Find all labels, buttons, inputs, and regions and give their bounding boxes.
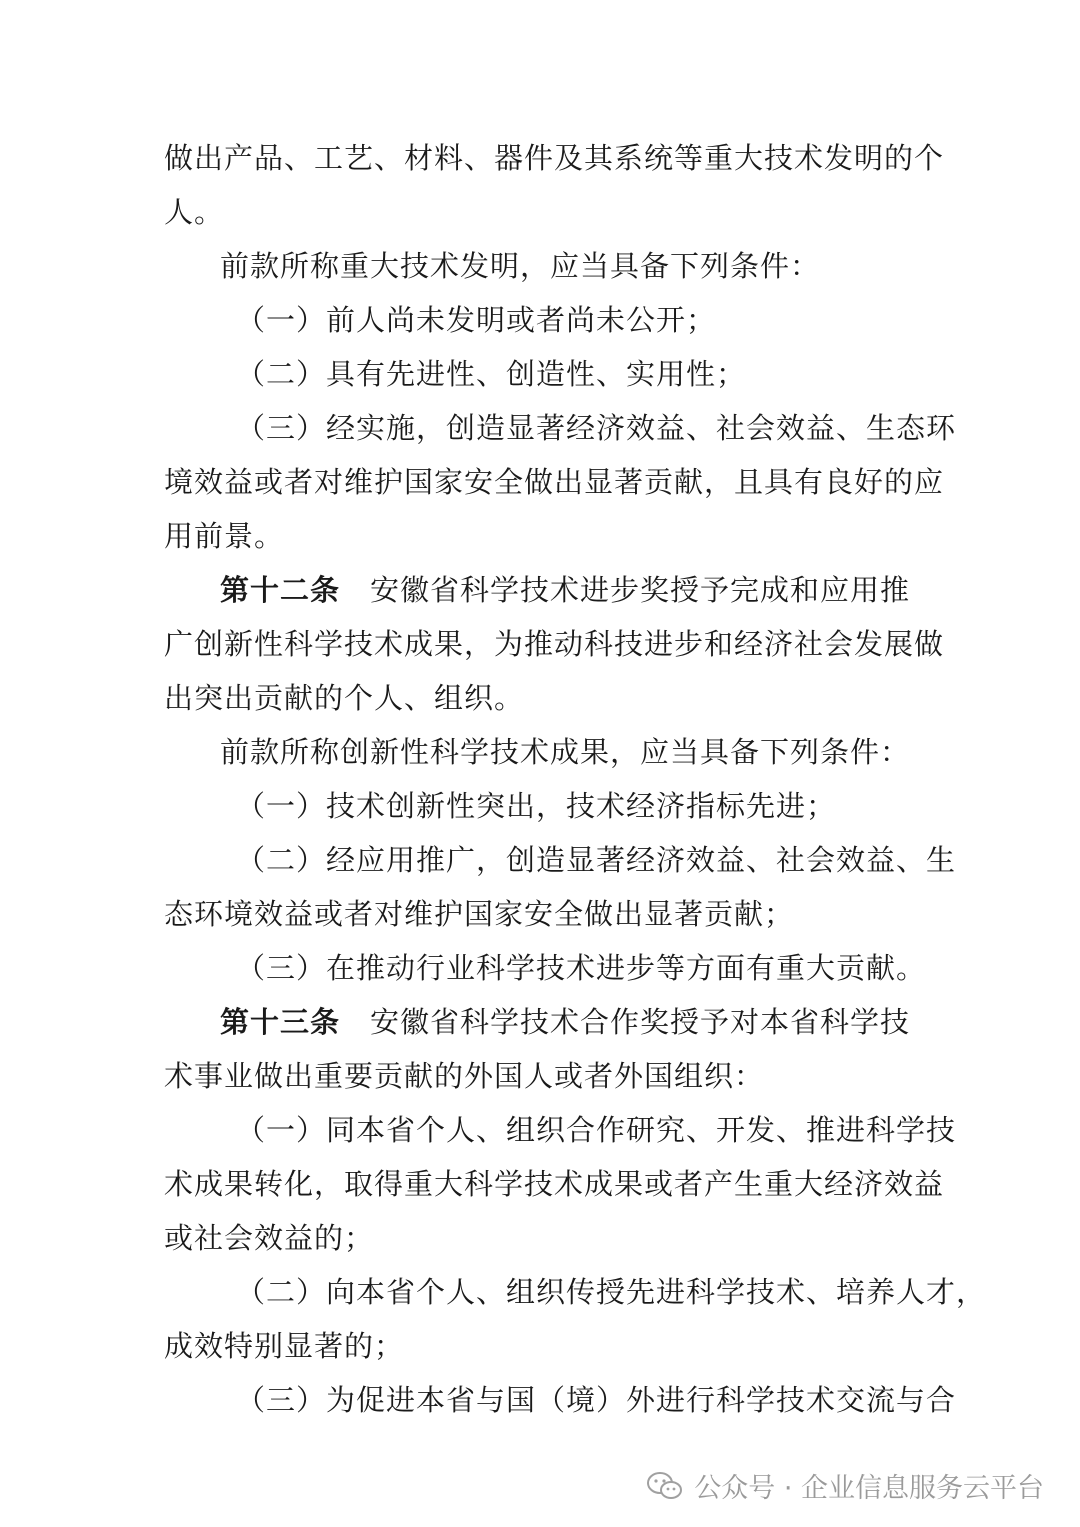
text-line: 或社会效益的； <box>164 1221 375 1255</box>
article-12-label: 第十二条 <box>220 573 341 607</box>
text-line: 用前景。 <box>164 519 285 553</box>
watermark <box>646 1466 1044 1505</box>
text-span: 安徽省科学技术进步奖授予完成和应用推 <box>370 573 911 607</box>
text-line: 态环境效益或者对维护国家安全做出显著贡献； <box>164 897 795 931</box>
list-item: （三）为促进本省与国（境）外进行科学技术交流与合 <box>236 1383 957 1417</box>
wechat-icon <box>646 1470 684 1502</box>
article-13-label: 第十三条 <box>220 1005 341 1039</box>
list-item: （二）向本省个人、组织传授先进科学技术、培养人才， <box>236 1275 987 1309</box>
list-item: （二）经应用推广，创造显著经济效益、社会效益、生 <box>236 843 957 877</box>
list-item: （一）同本省个人、组织合作研究、开发、推进科学技 <box>236 1113 957 1147</box>
list-item: （一）前人尚未发明或者尚未公开； <box>236 303 717 337</box>
text-line: 术成果转化，取得重大科学技术成果或者产生重大经济效益 <box>164 1167 945 1201</box>
text-line: 人。 <box>164 195 225 229</box>
text-line: 术事业做出重要贡献的外国人或者外国组织： <box>164 1059 765 1093</box>
list-item: （三）经实施，创造显著经济效益、社会效益、生态环 <box>236 411 957 445</box>
text-line: 前款所称重大技术发明，应当具备下列条件： <box>220 249 821 283</box>
text-line: 广创新性科学技术成果，为推动科技进步和经济社会发展做 <box>164 627 945 661</box>
list-item: （三）在推动行业科学技术进步等方面有重大贡献。 <box>236 951 927 985</box>
list-item: （二）具有先进性、创造性、实用性； <box>236 357 747 391</box>
article-13-heading <box>220 1002 910 1042</box>
text-line: 前款所称创新性科学技术成果，应当具备下列条件： <box>220 735 911 769</box>
text-line: 做出产品、工艺、材料、器件及其系统等重大技术发明的个 <box>164 141 945 175</box>
watermark-text: 公众号 · 企业信息服务云平台 <box>694 1473 1044 1504</box>
text-line: 境效益或者对维护国家安全做出显著贡献，且具有良好的应 <box>164 465 945 499</box>
text-line: 出突出贡献的个人、组织。 <box>164 681 525 715</box>
article-12-heading <box>220 570 910 610</box>
list-item: （一）技术创新性突出，技术经济指标先进； <box>236 789 837 823</box>
text-line: 成效特别显著的； <box>164 1329 405 1363</box>
text-span: 安徽省科学技术合作奖授予对本省科学技 <box>370 1005 911 1039</box>
